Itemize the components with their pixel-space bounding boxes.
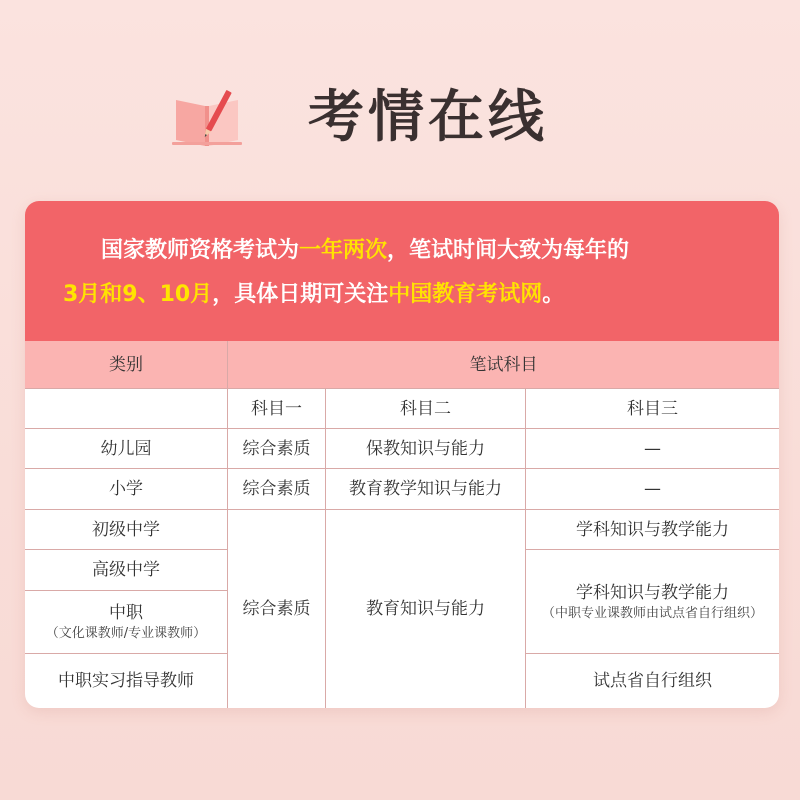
- cell-text: 中职实习指导教师: [58, 671, 194, 691]
- cell-text: 教育知识与能力: [366, 599, 485, 619]
- cell-text: 科目二: [400, 398, 451, 419]
- cell-text: —: [644, 479, 661, 499]
- cell-text: 中职: [109, 603, 143, 623]
- cell-text: 综合素质: [242, 438, 311, 459]
- cell-text: 学科知识与教学能力: [576, 519, 729, 540]
- page-title: 考情在线: [308, 85, 548, 150]
- table-cell-s1: [228, 469, 326, 510]
- banner-highlight: 3月和9、10月: [63, 282, 213, 307]
- cell-text: 科目三: [627, 398, 678, 419]
- exam-info-card: [25, 201, 779, 708]
- table-head-category: [25, 341, 228, 389]
- cell-text: 试点省自行组织: [593, 671, 712, 691]
- table-subhead-2: [326, 389, 526, 429]
- table-row-category: [25, 429, 228, 469]
- banner-text: ，笔试时间大致为每年的: [387, 238, 630, 263]
- table-cell-s3: [526, 510, 779, 550]
- table-cell-s2: [326, 429, 526, 469]
- table-cell-s1: [228, 429, 326, 469]
- cell-text: —: [644, 438, 661, 459]
- banner-highlight-link: 中国教育考试网: [388, 282, 543, 307]
- table-row-category: [25, 550, 228, 591]
- cell-text: 综合素质: [242, 599, 311, 619]
- table-head-subjects: [228, 341, 779, 389]
- table-row-category: [25, 510, 228, 550]
- banner-text: ，具体日期可关注: [212, 282, 389, 307]
- banner-line-1: [83, 229, 779, 273]
- cell-text: 初级中学: [92, 519, 160, 540]
- banner-line-2: [63, 273, 779, 317]
- cell-text: 科目一: [251, 398, 302, 419]
- table-row-category: [25, 654, 228, 708]
- page-header: [0, 72, 800, 172]
- cell-text: 学科知识与教学能力: [576, 582, 729, 603]
- cell-note: （文化课教师/专业课教师）: [45, 626, 207, 641]
- table-cell-s3: [526, 654, 779, 708]
- table-cell-s3: [526, 429, 779, 469]
- cell-text: 笔试科目: [469, 354, 538, 375]
- table-cell-s2-merged: [326, 510, 526, 708]
- table-blank-cell: [25, 389, 228, 429]
- cell-text: 幼儿园: [100, 438, 152, 459]
- cell-text: 综合素质: [242, 479, 311, 499]
- banner-text: 国家教师资格考试为: [101, 238, 300, 263]
- table-subhead-3: [526, 389, 779, 429]
- table-row-category: [25, 591, 228, 654]
- table-subhead-1: [228, 389, 326, 429]
- cell-text: 高级中学: [92, 560, 160, 580]
- exam-subjects-table: [25, 341, 779, 708]
- table-cell-s3-merged: [526, 550, 779, 654]
- info-banner: [25, 201, 779, 341]
- table-cell-s1-merged: [228, 510, 326, 708]
- cell-text: 类别: [109, 354, 143, 375]
- table-row-category: [25, 469, 228, 510]
- banner-highlight: 一年两次: [299, 238, 388, 263]
- banner-text: 。: [542, 282, 565, 307]
- cell-text: 小学: [109, 479, 143, 499]
- cell-text: 保教知识与能力: [366, 438, 485, 459]
- table-cell-s2: [326, 469, 526, 510]
- cell-text: 教育教学知识与能力: [349, 479, 502, 499]
- book-pencil-icon: [172, 86, 242, 150]
- table-cell-s3: [526, 469, 779, 510]
- cell-note: （中职专业课教师由试点省自行组织）: [541, 605, 763, 621]
